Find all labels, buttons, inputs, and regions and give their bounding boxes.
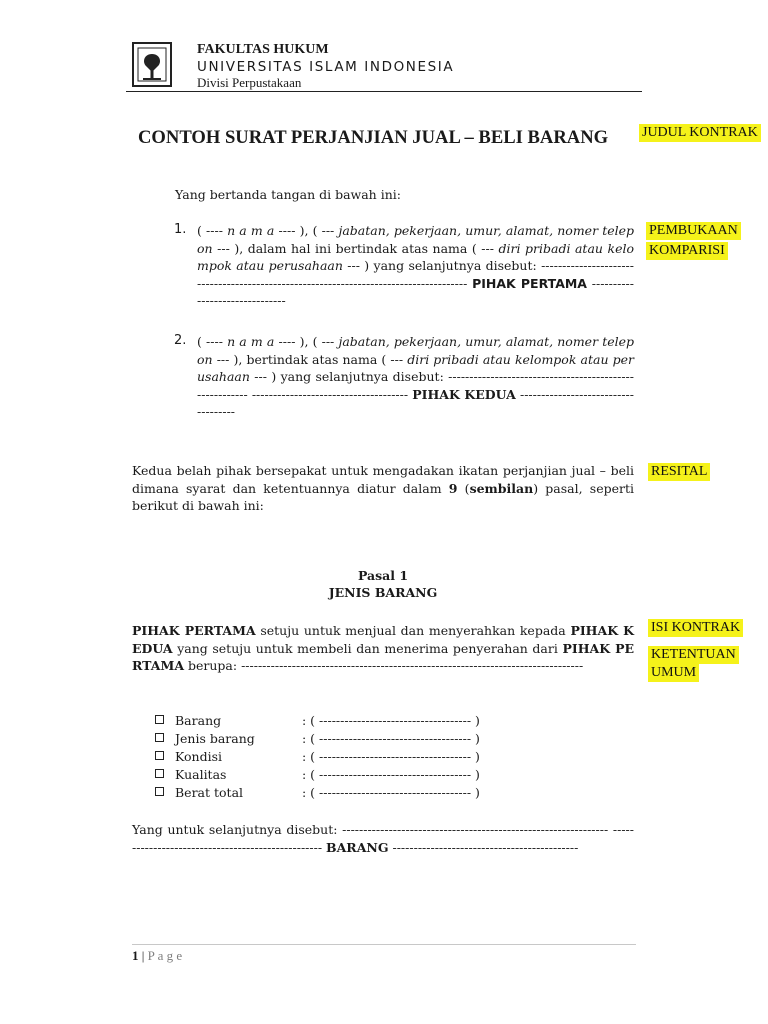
page-label: P a g e — [147, 948, 183, 963]
university-name: UNIVERSITAS ISLAM INDONESIA — [197, 59, 455, 75]
list-item: Kualitas : ( ------------------------------------ ) — [155, 766, 575, 784]
footer-rule — [132, 944, 636, 945]
list-item: Berat total : ( ------------------------------------ ) — [155, 784, 575, 802]
annotation-pembukaan: PEMBUKAAN — [646, 222, 741, 240]
party2-number: 2. — [174, 333, 187, 348]
pasal-heading: JENIS BARANG — [328, 585, 438, 600]
pasal-number: Pasal 1 — [357, 568, 409, 583]
checkbox-icon — [155, 769, 164, 778]
party1-text: ( ---- n a m a ---- ), ( --- jabatan, pekerjaan, umur, alamat, nomer telepon --- ), dalam hal ini bertindak atas nama ( --- diri pribadi atau kelompok atau perusahaan --- ) yang selanjutnya disebut: -------------------------------------------------------------------------------------- PIHAK PERTAMA ------------------------------- — [197, 223, 635, 309]
page-number: 1 — [132, 948, 139, 963]
division-name: Divisi Perpustakaan — [197, 75, 302, 90]
annotation-komparisi: KOMPARISI — [646, 242, 728, 260]
recital-text: Kedua belah pihak bersepakat untuk mengadakan ikatan perjanjian jual – beli dimana syarat dan ketentuannya diatur dalam 9 (sembilan) pasal, seperti berikut di bawah ini: — [132, 463, 635, 514]
checkbox-icon — [155, 715, 164, 724]
annotation-isi-kontrak: ISI KONTRAK — [648, 619, 743, 637]
item-list — [155, 712, 575, 802]
checkbox-icon — [155, 787, 164, 796]
header — [128, 38, 642, 92]
closing-text: Yang untuk selanjutnya disebut: --------------------------------------------------------------- -------------------------------------------------- BARANG -------------------------------------------- — [132, 822, 634, 855]
party2-text: ( ---- n a m a ---- ), ( --- jabatan, pekerjaan, umur, alamat, nomer telepon --- ), bertindak atas nama ( --- diri pribadi atau kelompok atau perusahaan --- ) yang selanjutnya disebut: -------------------------------------------------------- ------------------------------------- PIHAK KEDUA ------------------------------------ — [197, 334, 635, 420]
university-logo — [132, 42, 172, 87]
list-item: Kondisi : ( ------------------------------------ ) — [155, 748, 575, 766]
list-item: Barang : ( ------------------------------------ ) — [155, 712, 575, 730]
document-title: CONTOH SURAT PERJANJIAN JUAL – BELI BARANG — [138, 127, 609, 148]
header-rule — [126, 91, 642, 92]
party1-number: 1. — [174, 222, 187, 237]
checkbox-icon — [155, 751, 164, 760]
annotation-judul-kontrak: JUDUL KONTRAK — [639, 124, 761, 142]
annotation-umum: UMUM — [648, 664, 699, 682]
intro-text: Yang bertanda tangan di bawah ini: — [175, 187, 401, 202]
faculty-name: FAKULTAS HUKUM — [197, 42, 329, 57]
pasal-body: PIHAK PERTAMA setuju untuk menjual dan menyerahkan kepada PIHAK KEDUA yang setuju untuk membeli dan menerima penyerahan dari PIHAK PERTAMA berupa: --------------------------------------------------------------------------------- — [132, 623, 634, 674]
annotation-resital: RESITAL — [648, 463, 710, 481]
checkbox-icon — [155, 733, 164, 742]
list-item: Jenis barang : ( ------------------------------------ ) — [155, 730, 575, 748]
annotation-ketentuan: KETENTUAN — [648, 646, 739, 664]
page-footer: 1 | P a g e — [132, 948, 183, 963]
